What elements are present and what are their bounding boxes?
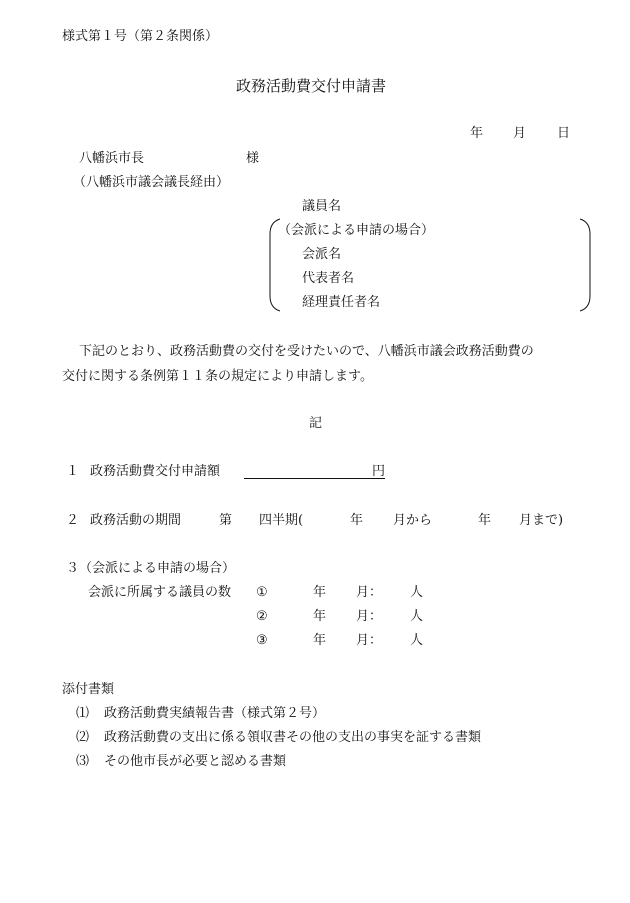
item1-label: 政務活動費交付申請額 [90, 464, 221, 479]
item2-quarter: 四半期( [259, 513, 304, 528]
body-text-line2: 交付に関する条例第１１条の規定により申請します。 [62, 369, 373, 384]
attachment2-number: ⑵ [76, 730, 90, 745]
faction-note: （会派による申請の場合） [278, 223, 435, 238]
item3-row2-year: 年 [313, 609, 327, 624]
date-day-label: 日 [557, 126, 571, 141]
item3-row2-unit: 人 [410, 609, 424, 624]
item1-number: １ [66, 464, 80, 479]
item2-from: 月から [393, 513, 433, 528]
item3-number: ３ [66, 561, 80, 576]
item3-row2-mark: ② [256, 609, 268, 624]
addressee-honorific: 様 [246, 151, 260, 166]
item2-year2: 年 [478, 513, 492, 528]
item3-row1-month: 月： [356, 585, 383, 600]
item3-row2-month: 月： [356, 609, 383, 624]
attachment2-text: 政務活動費の支出に係る領収書その他の支出の事実を証する書類 [104, 730, 482, 745]
attachments-heading: 添付書類 [62, 682, 115, 697]
item3-row1-mark: ① [256, 585, 268, 600]
addressee-via: （八幡浜市議会議長経由） [73, 175, 230, 190]
item2-label: 政務活動の期間 [90, 513, 182, 528]
body-text-line1: 下記のとおり、政務活動費の交付を受けたいので、八幡浜市議会政務活動費の [79, 344, 534, 359]
form-title: 政務活動費交付申請書 [236, 77, 387, 95]
item3-row3-mark: ③ [256, 633, 268, 648]
item2-dai: 第 [219, 513, 233, 528]
item3-label: 会派に所属する議員の数 [88, 585, 232, 600]
item3-row1-unit: 人 [410, 585, 424, 600]
member-name-label: 議員名 [302, 199, 342, 214]
right-bracket [578, 218, 592, 312]
item3-row3-year: 年 [313, 633, 327, 648]
addressee-name: 八幡浜市長 [79, 151, 145, 166]
item3-row3-month: 月： [356, 633, 383, 648]
date-month-label: 月 [513, 126, 527, 141]
faction-name-label: 会派名 [302, 247, 342, 262]
item1-amount-field [244, 478, 385, 479]
left-bracket [268, 218, 282, 312]
attachment1-text: 政務活動費実績報告書（様式第２号） [104, 706, 326, 721]
attachment1-number: ⑴ [76, 706, 90, 721]
item1-unit: 円 [372, 464, 386, 479]
item2-number: ２ [66, 513, 80, 528]
ki-label: 記 [309, 416, 323, 431]
item2-year1: 年 [350, 513, 364, 528]
representative-label: 代表者名 [302, 271, 355, 286]
item2-until: 月まで) [519, 513, 564, 528]
item3-row1-year: 年 [313, 585, 327, 600]
attachment3-text: その他市長が必要と認める書類 [104, 754, 287, 769]
accountant-label: 経理責任者名 [302, 295, 381, 310]
form-number: 様式第１号（第２条関係） [62, 29, 219, 44]
item3-heading: （会派による申請の場合） [79, 561, 236, 576]
date-year-label: 年 [470, 126, 484, 141]
item3-row3-unit: 人 [410, 633, 424, 648]
attachment3-number: ⑶ [76, 754, 90, 769]
